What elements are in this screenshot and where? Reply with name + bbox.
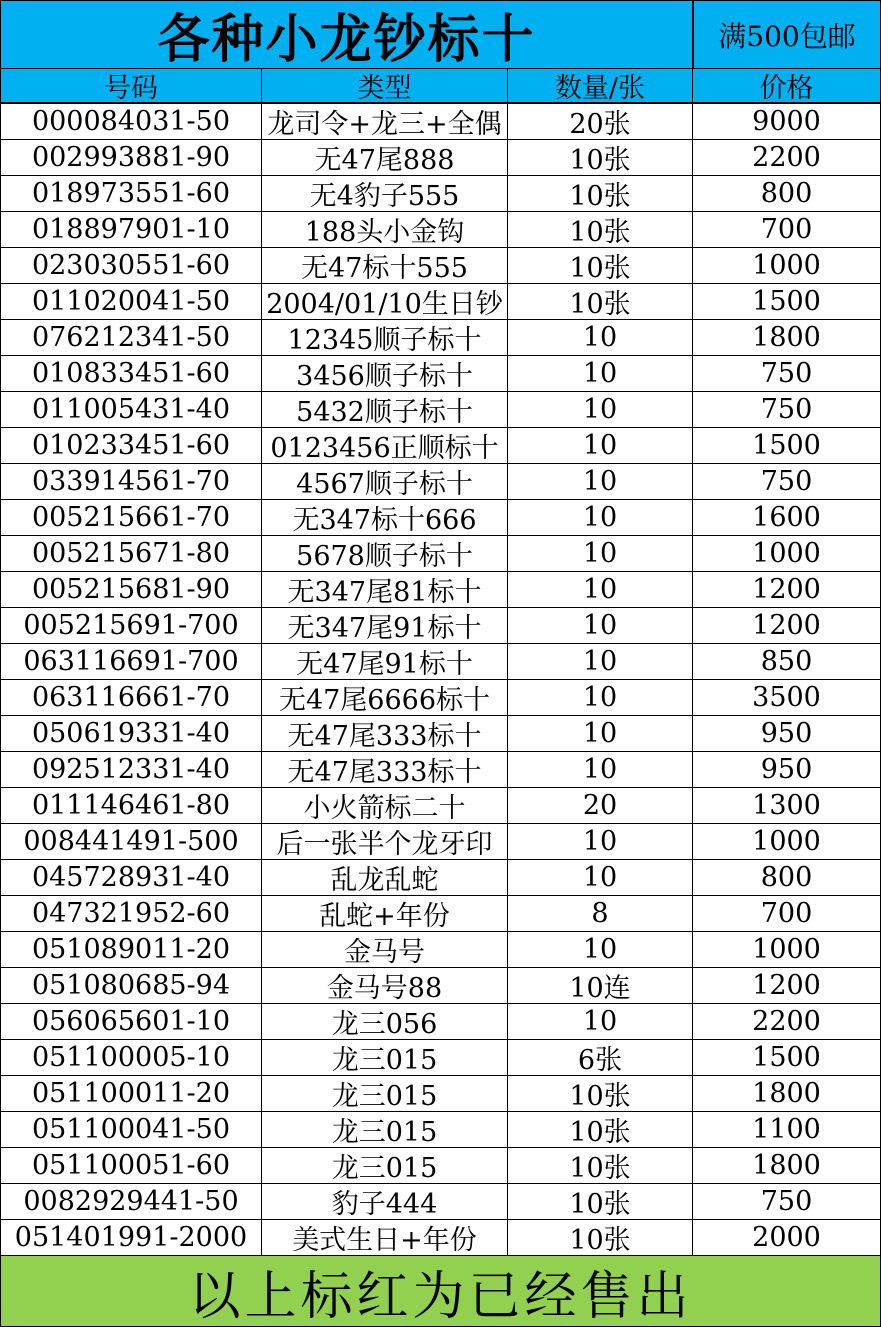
quantity-cell: 10 bbox=[507, 751, 693, 788]
free-shipping-note: 满500包邮 bbox=[693, 0, 881, 69]
quantity-cell: 10 bbox=[507, 643, 693, 680]
table-row bbox=[0, 643, 881, 679]
table-row bbox=[0, 679, 881, 715]
serial-number-cell: 051100011-20 bbox=[0, 1075, 262, 1112]
sold-note-footer: 以上标红为已经售出 bbox=[0, 1255, 881, 1327]
quantity-cell: 10 bbox=[507, 859, 693, 896]
serial-number-cell: 076212341-50 bbox=[0, 319, 262, 356]
serial-number-cell: 005215681-90 bbox=[0, 571, 262, 608]
price-cell: 2200 bbox=[692, 139, 881, 176]
serial-number-cell: 018973551-60 bbox=[0, 175, 262, 212]
table-row bbox=[0, 1183, 881, 1219]
price-cell: 800 bbox=[692, 175, 881, 212]
table-row bbox=[0, 499, 881, 535]
price-cell: 1200 bbox=[692, 967, 881, 1004]
serial-number-cell: 092512331-40 bbox=[0, 751, 262, 788]
quantity-cell: 10张 bbox=[507, 175, 693, 212]
price-cell: 1800 bbox=[692, 1075, 881, 1112]
quantity-cell: 10 bbox=[507, 391, 693, 428]
table-row bbox=[0, 247, 881, 283]
price-cell: 850 bbox=[692, 643, 881, 680]
type-cell: 龙三015 bbox=[261, 1075, 508, 1112]
quantity-cell: 10 bbox=[507, 1003, 693, 1040]
quantity-cell: 10张 bbox=[507, 1147, 693, 1184]
quantity-cell: 10 bbox=[507, 679, 693, 716]
serial-number-cell: 010233451-60 bbox=[0, 427, 262, 464]
price-cell: 1500 bbox=[692, 427, 881, 464]
table-row bbox=[0, 895, 881, 931]
price-cell: 3500 bbox=[692, 679, 881, 716]
price-cell: 950 bbox=[692, 715, 881, 752]
serial-number-cell: 051401991-2000 bbox=[0, 1219, 262, 1256]
table-row bbox=[0, 1003, 881, 1039]
table-row bbox=[0, 427, 881, 463]
table-row bbox=[0, 967, 881, 1003]
table-row bbox=[0, 1075, 881, 1111]
quantity-cell: 10张 bbox=[507, 247, 693, 284]
table-row bbox=[0, 283, 881, 319]
serial-number-cell: 023030551-60 bbox=[0, 247, 262, 284]
serial-number-cell: 005215661-70 bbox=[0, 499, 262, 536]
table-row bbox=[0, 787, 881, 823]
table-row bbox=[0, 751, 881, 787]
table-row bbox=[0, 355, 881, 391]
serial-number-cell: 047321952-60 bbox=[0, 895, 262, 932]
type-cell: 美式生日+年份 bbox=[261, 1219, 508, 1256]
table-row bbox=[0, 931, 881, 967]
price-cell: 750 bbox=[692, 355, 881, 392]
table-row bbox=[0, 211, 881, 247]
quantity-cell: 10 bbox=[507, 319, 693, 356]
quantity-cell: 20 bbox=[507, 787, 693, 824]
quantity-cell: 10 bbox=[507, 427, 693, 464]
quantity-cell: 10张 bbox=[507, 1075, 693, 1112]
column-header-number: 号码 bbox=[0, 68, 262, 103]
price-cell: 1800 bbox=[692, 1147, 881, 1184]
type-cell: 无47尾91标十 bbox=[261, 643, 508, 680]
price-cell: 1800 bbox=[692, 319, 881, 356]
serial-number-cell: 005215691-700 bbox=[0, 607, 262, 644]
table-row bbox=[0, 571, 881, 607]
type-cell: 无347尾91标十 bbox=[261, 607, 508, 644]
table-row bbox=[0, 535, 881, 571]
price-cell: 1300 bbox=[692, 787, 881, 824]
serial-number-cell: 051100005-10 bbox=[0, 1039, 262, 1076]
price-cell: 1000 bbox=[692, 931, 881, 968]
price-cell: 1100 bbox=[692, 1111, 881, 1148]
quantity-cell: 10 bbox=[507, 607, 693, 644]
type-cell: 5678顺子标十 bbox=[261, 535, 508, 572]
quantity-cell: 10张 bbox=[507, 1183, 693, 1220]
column-header-quantity: 数量/张 bbox=[507, 68, 693, 103]
price-cell: 750 bbox=[692, 1183, 881, 1220]
table-row bbox=[0, 1039, 881, 1075]
serial-number-cell: 005215671-80 bbox=[0, 535, 262, 572]
serial-number-cell: 002993881-90 bbox=[0, 139, 262, 176]
price-cell: 1500 bbox=[692, 1039, 881, 1076]
serial-number-cell: 056065601-10 bbox=[0, 1003, 262, 1040]
type-cell: 龙三056 bbox=[261, 1003, 508, 1040]
price-cell: 2000 bbox=[692, 1219, 881, 1256]
serial-number-cell: 011020041-50 bbox=[0, 283, 262, 320]
serial-number-cell: 000084031-50 bbox=[0, 103, 262, 140]
table-row bbox=[0, 1219, 881, 1255]
serial-number-cell: 045728931-40 bbox=[0, 859, 262, 896]
sheet-title: 各种小龙钞标十 bbox=[0, 0, 693, 69]
quantity-cell: 10张 bbox=[507, 283, 693, 320]
quantity-cell: 10 bbox=[507, 931, 693, 968]
type-cell: 5432顺子标十 bbox=[261, 391, 508, 428]
serial-number-cell: 011146461-80 bbox=[0, 787, 262, 824]
serial-number-cell: 051100051-60 bbox=[0, 1147, 262, 1184]
type-cell: 金马号88 bbox=[261, 967, 508, 1004]
type-cell: 188头小金钩 bbox=[261, 211, 508, 248]
serial-number-cell: 0082929441-50 bbox=[0, 1183, 262, 1220]
price-cell: 1200 bbox=[692, 607, 881, 644]
price-cell: 1000 bbox=[692, 247, 881, 284]
table-row bbox=[0, 463, 881, 499]
type-cell: 12345顺子标十 bbox=[261, 319, 508, 356]
type-cell: 0123456正顺标十 bbox=[261, 427, 508, 464]
price-cell: 1600 bbox=[692, 499, 881, 536]
serial-number-cell: 010833451-60 bbox=[0, 355, 262, 392]
type-cell: 乱蛇+年份 bbox=[261, 895, 508, 932]
price-cell: 700 bbox=[692, 895, 881, 932]
type-cell: 无47尾6666标十 bbox=[261, 679, 508, 716]
serial-number-cell: 063116691-700 bbox=[0, 643, 262, 680]
type-cell: 龙司令+龙三+全偶 bbox=[261, 103, 508, 140]
serial-number-cell: 050619331-40 bbox=[0, 715, 262, 752]
price-cell: 1000 bbox=[692, 535, 881, 572]
type-cell: 龙三015 bbox=[261, 1039, 508, 1076]
type-cell: 2004/01/10生日钞 bbox=[261, 283, 508, 320]
quantity-cell: 8 bbox=[507, 895, 693, 932]
price-cell: 950 bbox=[692, 751, 881, 788]
serial-number-cell: 018897901-10 bbox=[0, 211, 262, 248]
quantity-cell: 10 bbox=[507, 355, 693, 392]
quantity-cell: 10 bbox=[507, 463, 693, 500]
price-cell: 1200 bbox=[692, 571, 881, 608]
table-row bbox=[0, 391, 881, 427]
table-row bbox=[0, 607, 881, 643]
table-row bbox=[0, 823, 881, 859]
table-row bbox=[0, 139, 881, 175]
type-cell: 金马号 bbox=[261, 931, 508, 968]
serial-number-cell: 063116661-70 bbox=[0, 679, 262, 716]
price-cell: 9000 bbox=[692, 103, 881, 140]
quantity-cell: 10 bbox=[507, 535, 693, 572]
type-cell: 无47尾888 bbox=[261, 139, 508, 176]
type-cell: 龙三015 bbox=[261, 1111, 508, 1148]
serial-number-cell: 033914561-70 bbox=[0, 463, 262, 500]
type-cell: 小火箭标二十 bbox=[261, 787, 508, 824]
type-cell: 豹子444 bbox=[261, 1183, 508, 1220]
price-cell: 2200 bbox=[692, 1003, 881, 1040]
type-cell: 无347标十666 bbox=[261, 499, 508, 536]
table-row bbox=[0, 175, 881, 211]
type-cell: 无47标十555 bbox=[261, 247, 508, 284]
type-cell: 无47尾333标十 bbox=[261, 715, 508, 752]
serial-number-cell: 051100041-50 bbox=[0, 1111, 262, 1148]
type-cell: 4567顺子标十 bbox=[261, 463, 508, 500]
price-cell: 750 bbox=[692, 391, 881, 428]
quantity-cell: 10 bbox=[507, 823, 693, 860]
table-row bbox=[0, 1147, 881, 1183]
type-cell: 龙三015 bbox=[261, 1147, 508, 1184]
column-header-type: 类型 bbox=[261, 68, 508, 103]
type-cell: 3456顺子标十 bbox=[261, 355, 508, 392]
quantity-cell: 10 bbox=[507, 715, 693, 752]
quantity-cell: 10 bbox=[507, 571, 693, 608]
table-row bbox=[0, 103, 881, 139]
table-row bbox=[0, 319, 881, 355]
type-cell: 后一张半个龙牙印 bbox=[261, 823, 508, 860]
serial-number-cell: 008441491-500 bbox=[0, 823, 262, 860]
price-cell: 1500 bbox=[692, 283, 881, 320]
quantity-cell: 6张 bbox=[507, 1039, 693, 1076]
serial-number-cell: 051080685-94 bbox=[0, 967, 262, 1004]
quantity-cell: 10张 bbox=[507, 1219, 693, 1256]
quantity-cell: 10张 bbox=[507, 1111, 693, 1148]
type-cell: 无4豹子555 bbox=[261, 175, 508, 212]
quantity-cell: 20张 bbox=[507, 103, 693, 140]
quantity-cell: 10张 bbox=[507, 139, 693, 176]
table-row bbox=[0, 715, 881, 751]
serial-number-cell: 011005431-40 bbox=[0, 391, 262, 428]
price-cell: 700 bbox=[692, 211, 881, 248]
price-cell: 750 bbox=[692, 463, 881, 500]
price-cell: 800 bbox=[692, 859, 881, 896]
serial-number-cell: 051089011-20 bbox=[0, 931, 262, 968]
quantity-cell: 10张 bbox=[507, 211, 693, 248]
type-cell: 无347尾81标十 bbox=[261, 571, 508, 608]
table-row bbox=[0, 859, 881, 895]
type-cell: 乱龙乱蛇 bbox=[261, 859, 508, 896]
price-cell: 1000 bbox=[692, 823, 881, 860]
type-cell: 无47尾333标十 bbox=[261, 751, 508, 788]
column-header-price: 价格 bbox=[692, 68, 881, 103]
quantity-cell: 10 bbox=[507, 499, 693, 536]
table-row bbox=[0, 1111, 881, 1147]
quantity-cell: 10连 bbox=[507, 967, 693, 1004]
